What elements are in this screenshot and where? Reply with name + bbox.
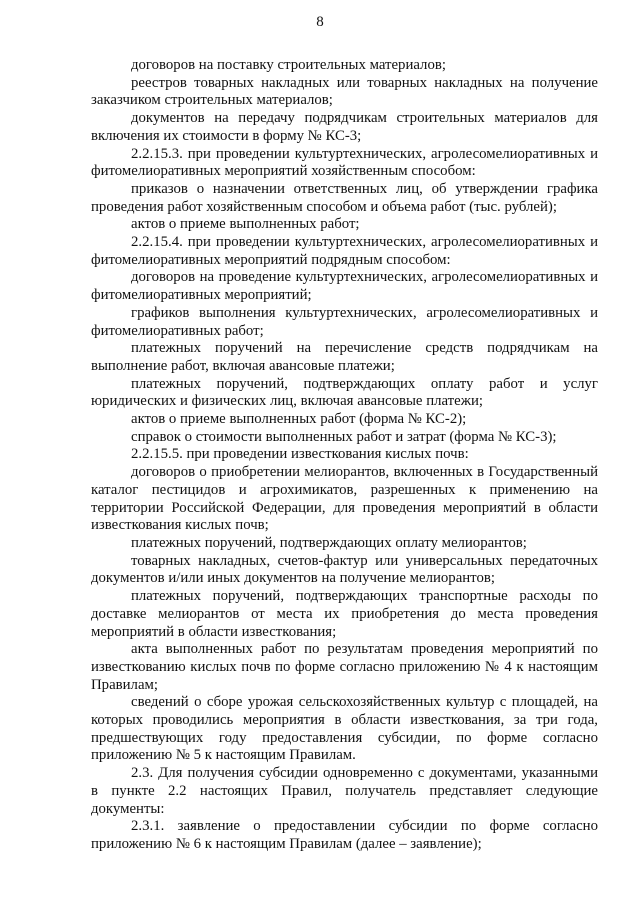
paragraph: приказов о назначении ответственных лиц, об утверждении графика проведения работ хозяйственным способом и объема работ (тыс. рублей); — [91, 180, 598, 215]
paragraph: актов о приеме выполненных работ; — [131, 216, 360, 233]
paragraph: актов о приеме выполненных работ (форма № КС-2); — [131, 411, 467, 428]
document-body — [91, 57, 598, 854]
paragraph: справок о стоимости выполненных работ и затрат (форма № КС-3); — [131, 428, 557, 445]
paragraph: сведений о сборе урожая сельскохозяйственных культур с площадей, на которых проводились мероприятия в области известкования, за три года, предшествующих году предоставления субсидии, по форме согласно приложению № 5 к настоящим Правилам. — [91, 694, 598, 764]
paragraph: договоров о приобретении мелиорантов, включенных в Государственный каталог пестицидов и агрохимикатов, разрешенных к применению на территории Российской Федерации, для проведения мероприятий в области известкования кислых почв; — [91, 464, 598, 534]
paragraph: договоров на проведение культуртехнических, агролесомелиоративных и фитомелиоративных мероприятий; — [91, 269, 598, 304]
section-heading: 2.2.15.3. при проведении культуртехнических, агролесомелиоративных и фитомелиоративных мероприятий хозяйственным способом: — [91, 145, 598, 180]
paragraph: платежных поручений, подтверждающих оплату мелиорантов; — [131, 534, 527, 551]
section-heading: 2.3. Для получения субсидии одновременно с документами, указанными в пункте 2.2 настоящих Правил, получатель представляет следующие документы: — [91, 765, 598, 817]
paragraph: документов на передачу подрядчикам строительных материалов для включения их стоимости в форму № КС-3; — [91, 110, 598, 144]
paragraph: 2.3.1. заявление о предоставлении субсидии по форме согласно приложению № 6 к настоящим Правилам (далее – заявление); — [91, 818, 598, 852]
section-heading: 2.2.15.5. при проведении известкования кислых почв: — [131, 446, 469, 463]
paragraph: акта выполненных работ по результатам проведения мероприятий по известкованию кислых почв по форме согласно приложению № 4 к настоящим Правилам; — [91, 641, 598, 693]
paragraph: платежных поручений на перечисление средств подрядчикам на выполнение работ, включая авансовые платежи; — [91, 340, 598, 374]
paragraph: товарных накладных, счетов-фактур или универсальных передаточных документов и/или иных документов на получение мелиорантов; — [91, 552, 598, 587]
section-heading: 2.2.15.4. при проведении культуртехнических, агролесомелиоративных и фитомелиоративных мероприятий подрядным способом: — [91, 234, 598, 268]
paragraph: платежных поручений, подтверждающих оплату работ и услуг юридических и физических лиц, включая авансовые платежи; — [91, 375, 598, 410]
paragraph: договоров на поставку строительных материалов; — [131, 57, 446, 73]
paragraph: реестров товарных накладных или товарных накладных на получение заказчиком строительных материалов; — [91, 74, 598, 109]
paragraph: графиков выполнения культуртехнических, агролесомелиоративных и фитомелиоративных работ; — [91, 304, 598, 339]
paragraph: платежных поручений, подтверждающих транспортные расходы по доставке мелиорантов от места их приобретения до места проведения мероприятий в области известкования; — [91, 588, 598, 640]
page-number: 8 — [316, 14, 324, 30]
